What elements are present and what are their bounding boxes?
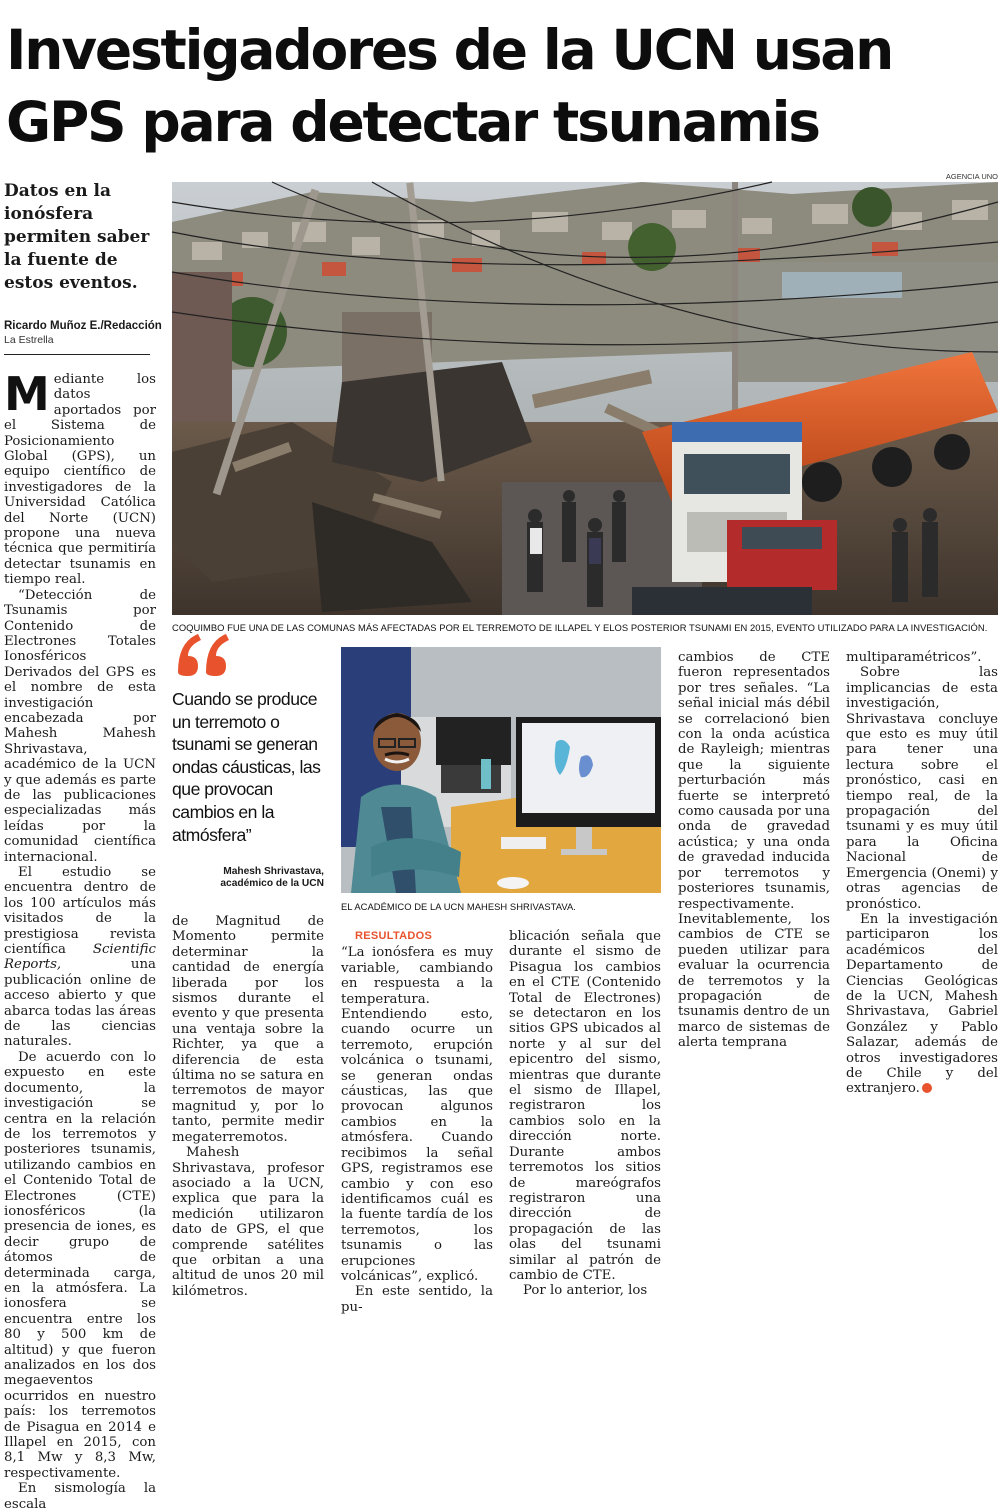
deck-subtitle: Datos en la ionósfera permiten saber la fuente de estos eventos. (4, 181, 150, 293)
headline-line-1: Investigadores de la UCN usan (6, 18, 893, 82)
paragraph: “Detección de Tsunamis por Contenido de Electrones Totales Ionosféricos Derivados del GPS es el nombre de esta investigación encabezada por Mahesh Mahesh Shrivastava, académico de la UCN y que además es parte de las publicaciones especializadas más leídas por la comunidad científica internacional. (4, 587, 156, 865)
byline-author: Ricardo Muñoz E./Redacción (4, 320, 162, 332)
drop-cap: M (4, 367, 50, 421)
paragraph: Mahesh Shrivastava, profesor asociado a la UCN, explica que para la medición utilizaron dato de GPS, el que comprende satélites que orbitan a una altitud de unos 20 mil kilómetros. (172, 1145, 324, 1299)
main-photo-caption: COQUIMBO FUE UNA DE LAS COMUNAS MÁS AFECTADAS POR EL TERREMOTO DE ILLAPEL Y ELOS POSTERIOR TSUNAMI EN 2015, EVENTO UTILIZADO PARA LA INVESTIGACIÓN. (172, 622, 988, 633)
paragraph: En sismología la escala (4, 1481, 156, 1512)
paragraph: multiparamétricos”. (846, 650, 982, 665)
headline (6, 14, 996, 158)
pull-quote: Cuando se produce un terremoto o tsunami se generan ondas cáusticas, las que provocan cambios en la atmósfera” (172, 689, 321, 845)
article-column-4 (509, 929, 661, 1299)
article-end-icon (922, 1083, 932, 1093)
academic-photo-caption: EL ACADÉMICO DE LA UCN MAHESH SHRIVASTAVA. (341, 901, 576, 912)
academic-photo (341, 647, 661, 893)
byline-divider (4, 354, 150, 355)
article-column-2 (172, 914, 324, 1299)
paragraph: “La ionósfera es muy variable, cambiando en respuesta a la temperatura. Entendiendo esto, cuando ocurre un terremoto, erupción volcánica o tsunami, se generan ondas cáusticas, las que provocan algunos cambios en la atmósfera. Cuando recibimos la señal GPS, registramos ese cambio y con eso identificamos cuál es la fuente tardía de los terremotos, los tsunamis o las erupciones volcánicas”, explicó. (341, 945, 493, 1284)
paragraph: Mediante los datos aportados por el Sistema de Posicionamiento Global (GPS), un equipo científico de investigadores de la Universidad Católica del Norte (UCN) propone una nueva técnica que permitiría detectar tsunamis en tiempo real. (4, 367, 156, 588)
photo-credit: AGENCIA UNO (945, 172, 998, 181)
pull-quote-attribution: Mahesh Shrivastava, académico de la UCN (220, 866, 324, 889)
article-column-3 (341, 929, 493, 1315)
headline-line-2: GPS para detectar tsunamis (6, 90, 819, 154)
paragraph: El estudio se encuentra dentro de los 100 artículos más visitados de la prestigiosa revista científica Scientific Reports, una publicación online de acceso abierto y que abarca todas las áreas de las ciencias naturales. (4, 865, 156, 1050)
main-photo (172, 182, 998, 615)
article-column-1 (4, 367, 156, 1512)
byline-organization: La Estrella (4, 334, 54, 346)
article-column-5 (678, 650, 830, 1051)
section-heading: RESULTADOS (355, 930, 433, 942)
paragraph: blicación señala que durante el sismo de Pisagua los cambios en el CTE (Contenido Total de Electrones) se detectaron en los sitios GPS ubicados al norte y al sur del epicentro del sismo, mientras que durante el sismo de Illapel, registraron los cambios solo en la dirección norte. Durante ambos terremotos los sitios de mareógrafos registraron una dirección de propagación de las olas del tsunami similar al patrón de cambio de CTE. (509, 929, 661, 1283)
paragraph: Sobre las implicancias de esta investigación, Shrivastava concluye que esto es muy útil para tener una lectura sobre el pronóstico, casi en tiempo real, de la propagación del tsunami y es muy útil para la Oficina Nacional de Emergencia (Onemi) y otras agencias de pronóstico. (846, 665, 998, 912)
paragraph: Por lo anterior, los (523, 1283, 648, 1299)
article-column-6 (846, 650, 998, 1097)
quote-mark-icon (174, 628, 234, 688)
paragraph: cambios de CTE fueron representados por tres señales. “La señal inicial más débil se correlacionó bien con la onda acústica de Rayleigh; mientras que la siguiente perturbación más fuerte se interpretó como causada por una onda de gravedad acústica; y una onda de gravedad inducida por terremotos y posteriores tsunamis, respectivamente. Inevitablemente, los cambios de CTE se pueden utilizar para evaluar la ocurrencia de terremotos y la propagación de tsunamis dentro de un marco de sistemas de alerta temprana (678, 650, 830, 1051)
paragraph: De acuerdo con lo expuesto en este documento, la investigación se centra en la relación de los terremotos y posteriores tsunamis, utilizando cambios en el Contenido Total de Electrones (CTE) ionosféricos (la presencia de iones, es decir grupo de átomos de determinada carga, en la atmósfera. La ionosfera se encuentra entre los 80 y 500 km de altitud) y que fueron analizados en los dos megaeventos ocurridos en nuestro país: los terremotos de Pisagua en 2014 e Illapel en 2015, con 8,1 Mw y 8,3 Mw, respectivamente. (4, 1049, 156, 1481)
paragraph: En la investigación participaron los académicos del Departamento de Ciencias Geológicas de la UCN, Mahesh Shrivastava, Gabriel González y Pablo Salazar, además de otros investigadores de Chile y del extranjero. (846, 911, 998, 1097)
paragraph: En este sentido, la pu- (341, 1284, 493, 1315)
paragraph: de Magnitud de Momento permite determinar la cantidad de energía liberada por los sismos durante el evento y que presenta una ventaja sobre la Richter, ya que a diferencia de esta última no se satura en terremotos de mayor magnitud y, por lo tanto, permite medir megaterremotos. (172, 914, 324, 1145)
